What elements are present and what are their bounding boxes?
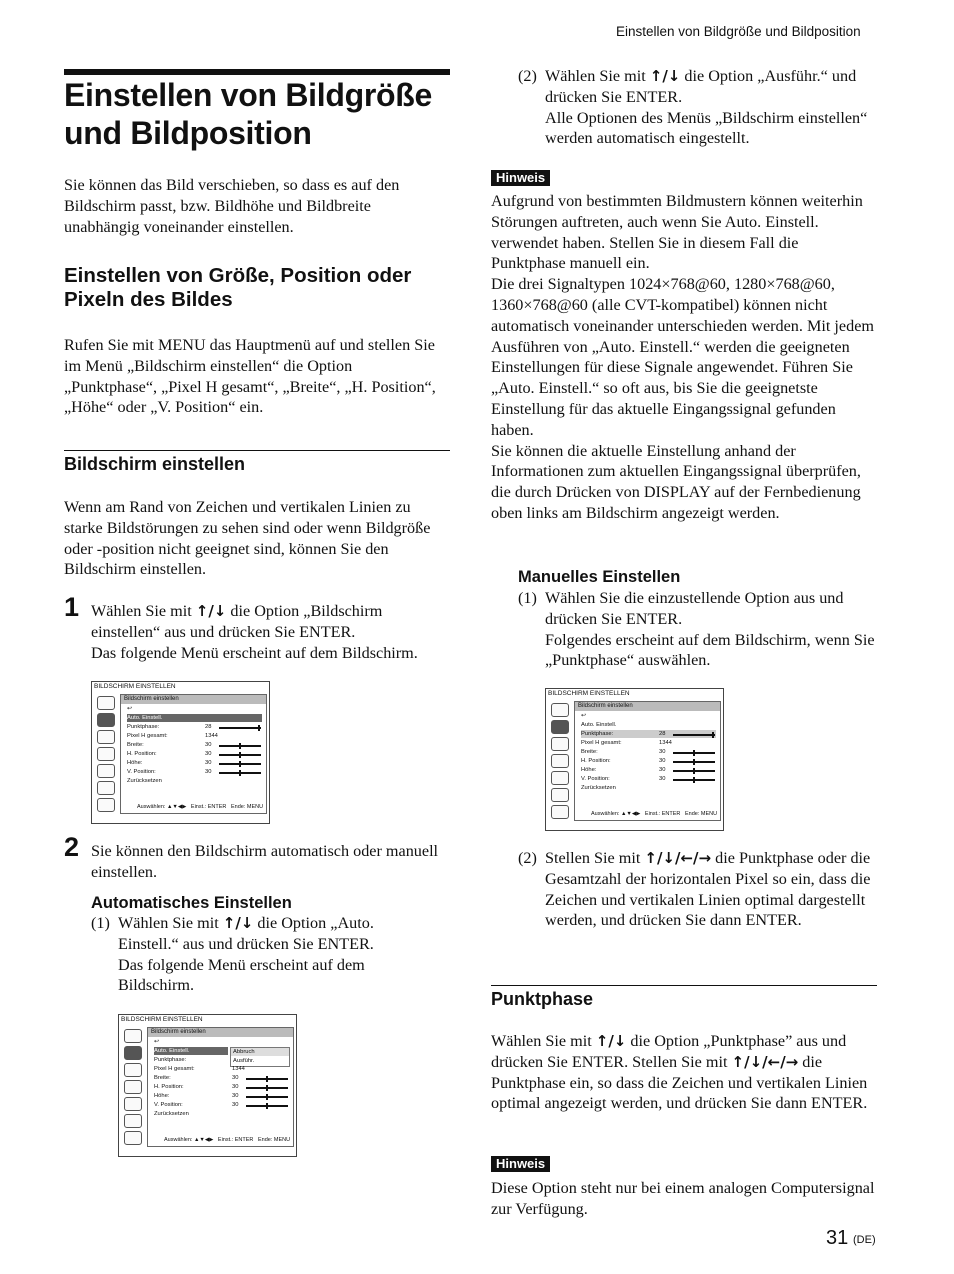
- menu-icon-1: [97, 696, 115, 710]
- slider-knob: [693, 750, 695, 756]
- value-breite: 30: [205, 742, 212, 748]
- screen-panel: [574, 701, 721, 821]
- panel-title: Bildschirm einstellen: [575, 702, 720, 711]
- up-down-arrows-icon: ↑/↓: [595, 1032, 627, 1050]
- slider-knob: [266, 1103, 268, 1109]
- running-head: Einstellen von Bildgröße und Bildposition: [616, 24, 861, 39]
- row-pixel-h: Pixel H gesamt:: [581, 740, 622, 746]
- section-rule: [64, 450, 450, 451]
- value-v-position: 30: [232, 1102, 239, 1108]
- screen-panel: [120, 694, 267, 814]
- row-zuruecksetzen: Zurücksetzen: [581, 785, 616, 791]
- row-hoehe: Höhe:: [154, 1093, 170, 1099]
- note-2-text: Diese Option steht nur bei einem analogen Computersignal zur Verfügung.: [491, 1179, 875, 1218]
- row-v-position: V. Position:: [127, 769, 156, 775]
- row-v-position: V. Position:: [154, 1102, 183, 1108]
- heading-punktphase: Punktphase: [491, 989, 594, 1009]
- slider-knob: [266, 1076, 268, 1082]
- menu-icon-7: [97, 798, 115, 812]
- title-rule: [64, 69, 450, 75]
- value-pixel-h: 1344: [659, 740, 672, 746]
- slider-knob: [693, 768, 695, 774]
- screen-footer: Auswählen: ▲▼◀▶ Einst.: ENTER Ende: MENU: [164, 1137, 291, 1143]
- row-zuruecksetzen: Zurücksetzen: [127, 778, 162, 784]
- slider-knob: [239, 743, 241, 749]
- value-pixel-h: 1344: [232, 1066, 245, 1072]
- row-punktphase-selected: Punktphase:: [581, 730, 716, 738]
- screen-footer: Auswählen: ▲▼◀▶ Einst.: ENTER Ende: MENU: [137, 804, 264, 810]
- value-h-position: 30: [659, 758, 666, 764]
- menu-icon-5: [551, 771, 569, 785]
- back-icon: ↩: [581, 713, 586, 719]
- menu-screenshot-3: [545, 688, 724, 831]
- slider-knob: [239, 770, 241, 776]
- row-breite: Breite:: [154, 1075, 171, 1081]
- row-h-position: H. Position:: [154, 1084, 184, 1090]
- slider-punktphase: [673, 734, 715, 736]
- up-down-arrows-icon: ↑/↓: [222, 914, 254, 932]
- value-pixel-h: 1344: [205, 733, 218, 739]
- note-1-text: Aufgrund von bestimmten Bildmustern können weiterhin Störungen auftreten, auch wenn Sie Auto. Einstell. verwendet haben. Stellen Sie in diesem Fall die Punktphase manuell ein. Die drei Signaltypen 1024×768@60, 1280×768@60, 1360×768@60 (alle CVT-kompatibel) können nicht automatisch voneinander unterschieden werden. Mit jedem Ausführen von „Auto. Einstell.“ werden die geeigneten Einstellungen für diese Signale angewendet. Führen Sie „Auto. Einstell.“ so oft aus, bis Sie die geeignetste Einstellung für das aktuelle Eingangssignal gefunden haben. Sie können die aktuelle Einstellung anhand der Informationen zum aktuellen Eingangssignal überprüfen, die durch Drücken von DISPLAY auf der Fernbedienung oben links am Bildschirm angezeigt werden.: [491, 192, 874, 522]
- auto-step-1-number: (1): [91, 914, 110, 932]
- slider-knob: [258, 725, 260, 731]
- step-1-number: 1: [64, 592, 80, 622]
- menu-icon-2-selected: [551, 720, 569, 734]
- slider-knob: [239, 761, 241, 767]
- step-1-text: Wählen Sie mit ↑/↓ die Option „Bildschirm einstellen“ aus und drücken Sie ENTER. Das folgende Menü erscheint auf dem Bildschirm.: [91, 602, 418, 662]
- menu-icon-4: [124, 1080, 142, 1094]
- heading-automatisches-einstellen: Automatisches Einstellen: [91, 894, 292, 912]
- four-arrows-icon: ↑/↓/←/→: [731, 1052, 799, 1071]
- slider-knob: [239, 752, 241, 758]
- screen-title: BILDSCHIRM EINSTELLEN: [548, 690, 630, 697]
- dropdown-option-ausfuehr: Ausführ.: [233, 1058, 255, 1064]
- step-2-text: Sie können den Bildschirm automatisch oder manuell einstellen.: [91, 842, 439, 881]
- value-hoehe: 30: [232, 1093, 239, 1099]
- up-down-arrows-icon: ↑/↓: [649, 67, 681, 85]
- menu-icon-3: [551, 737, 569, 751]
- menu-icon-7: [551, 805, 569, 819]
- row-h-position: H. Position:: [581, 758, 611, 764]
- row-breite: Breite:: [127, 742, 144, 748]
- screen-footer: Auswählen: ▲▼◀▶ Einst.: ENTER Ende: MENU: [591, 811, 718, 817]
- row-pixel-h: Pixel H gesamt:: [127, 733, 168, 739]
- value-punktphase: 28: [659, 731, 666, 737]
- value-v-position: 30: [205, 769, 212, 775]
- value-v-position: 30: [659, 776, 666, 782]
- menu-icon-4: [97, 747, 115, 761]
- row-auto-einstell: Auto. Einstell.: [154, 1047, 228, 1055]
- row-pixel-h: Pixel H gesamt:: [154, 1066, 195, 1072]
- row-breite: Breite:: [581, 749, 598, 755]
- menu-icon-2-selected: [97, 713, 115, 727]
- step-2-number: 2: [64, 832, 80, 862]
- screen-title: BILDSCHIRM EINSTELLEN: [94, 683, 176, 690]
- section-text-menu: Rufen Sie mit MENU das Hauptmenü auf und stellen Sie im Menü „Bildschirm einstellen“ die Option „Punktphase“, „Pixel H gesamt“, „Breite“, „H. Position“, „Höhe“ oder „V. Position“ ein.: [64, 336, 436, 417]
- auto-step-1: [91, 913, 421, 997]
- section-heading-size-position: Einstellen von Größe, Position oder Pixeln des Bildes: [64, 264, 412, 311]
- row-v-position: V. Position:: [581, 776, 610, 782]
- auto-dropdown: [230, 1047, 290, 1067]
- menu-icon-6: [97, 781, 115, 795]
- row-h-position: H. Position:: [127, 751, 157, 757]
- row-punktphase: Punktphase:: [154, 1057, 187, 1063]
- menu-icon-3: [124, 1063, 142, 1077]
- menu-icon-7: [124, 1131, 142, 1145]
- menu-icon-3: [97, 730, 115, 744]
- slider-knob: [266, 1085, 268, 1091]
- value-h-position: 30: [232, 1084, 239, 1090]
- page-title: Einstellen von Bildgröße und Bildposition: [64, 77, 432, 151]
- auto-step-2: [518, 66, 868, 150]
- section-rule-punktphase: [491, 985, 877, 986]
- value-hoehe: 30: [659, 767, 666, 773]
- menu-icon-5: [124, 1097, 142, 1111]
- row-punktphase: Punktphase:: [127, 724, 160, 730]
- panel-title: Bildschirm einstellen: [121, 695, 266, 704]
- dropdown-option-abbruch: Abbruch: [231, 1048, 289, 1056]
- manual-step-2: [518, 848, 878, 954]
- menu-icon-6: [551, 788, 569, 802]
- slider-knob: [712, 732, 714, 738]
- manual-step-1: [518, 588, 878, 672]
- screen-panel: [147, 1027, 294, 1147]
- subheading-bildschirm-einstellen: Bildschirm einstellen: [64, 454, 246, 474]
- panel-title: Bildschirm einstellen: [148, 1028, 293, 1037]
- row-auto-einstell: Auto. Einstell.: [127, 714, 262, 722]
- auto-step-2-text: Wählen Sie mit ↑/↓ die Option „Ausführ.“ und drücken Sie ENTER. Alle Optionen des Menüs „Bildschirm einstellen“ werden automatisch eingestellt.: [545, 67, 868, 148]
- auto-step-1-text: Wählen Sie mit ↑/↓ die Option „Auto. Einstell.“ aus und drücken Sie ENTER. Das folgende Menü erscheint auf dem Bildschirm.: [118, 914, 374, 995]
- punktphase-text: Wählen Sie mit ↑/↓ die Option „Punktphase” aus und drücken Sie ENTER. Stellen Sie mit ↑/↓/←/→ die Punktphase ein, so dass die Zeichen und vertikalen Linien optimal angezeigt werden, und drücken Sie dann ENTER.: [491, 1032, 868, 1113]
- note-label-2: Hinweis: [491, 1156, 550, 1172]
- value-breite: 30: [659, 749, 666, 755]
- slider-knob: [693, 759, 695, 765]
- menu-icon-6: [124, 1114, 142, 1128]
- menu-screenshot-1: [91, 681, 270, 824]
- row-auto-einstell: Auto. Einstell.: [581, 722, 617, 728]
- up-down-arrows-icon: ↑/↓: [195, 602, 227, 620]
- screen-title: BILDSCHIRM EINSTELLEN: [121, 1016, 203, 1023]
- back-icon: ↩: [127, 706, 132, 712]
- slider-knob: [266, 1094, 268, 1100]
- intro-text: Sie können das Bild verschieben, so dass es auf den Bildschirm passt, bzw. Bildhöhe und Bildbreite unabhängig voneinander einstellen.: [64, 176, 400, 236]
- slider-knob: [693, 777, 695, 783]
- value-breite: 30: [232, 1075, 239, 1081]
- four-arrows-icon: ↑/↓/←/→: [644, 849, 712, 867]
- menu-icon-1: [124, 1029, 142, 1043]
- menu-icon-4: [551, 754, 569, 768]
- row-zuruecksetzen: Zurücksetzen: [154, 1111, 189, 1117]
- note-label-1: Hinweis: [491, 170, 550, 186]
- manual-step-1-number: (1): [518, 589, 537, 607]
- bildschirm-intro-text: Wenn am Rand von Zeichen und vertikalen Linien zu starke Bildstörungen zu sehen sind oder wenn Bildgröße oder -position nicht geeignet sind, können Sie den Bildschirm einstellen.: [64, 498, 431, 579]
- slider-punktphase: [219, 727, 261, 729]
- menu-icon-1: [551, 703, 569, 717]
- row-hoehe: Höhe:: [581, 767, 597, 773]
- value-h-position: 30: [205, 751, 212, 757]
- row-hoehe: Höhe:: [127, 760, 143, 766]
- page-number-suffix: (DE): [853, 1234, 876, 1246]
- menu-screenshot-2: [118, 1014, 297, 1157]
- manual-step-1-text: Wählen Sie die einzustellende Option aus und drücken Sie ENTER. Folgendes erscheint auf dem Bildschirm, wenn Sie „Punktphase“ auswählen.: [545, 589, 875, 670]
- back-icon: ↩: [154, 1039, 159, 1045]
- menu-icon-5: [97, 764, 115, 778]
- value-hoehe: 30: [205, 760, 212, 766]
- value-punktphase: 28: [205, 724, 212, 730]
- heading-manuelles-einstellen: Manuelles Einstellen: [518, 568, 681, 586]
- manual-step-2-number: (2): [518, 849, 537, 867]
- manual-step-2-text: Stellen Sie mit ↑/↓/←/→ die Punktphase oder die Gesamtzahl der horizontalen Pixel so ein, dass die Zeichen und vertikalen Linien optimal dargestellt werden, und drücken Sie dann ENTER.: [545, 849, 871, 930]
- menu-icon-2-selected: [124, 1046, 142, 1060]
- page-number: 31: [826, 1227, 849, 1249]
- auto-step-2-number: (2): [518, 67, 537, 85]
